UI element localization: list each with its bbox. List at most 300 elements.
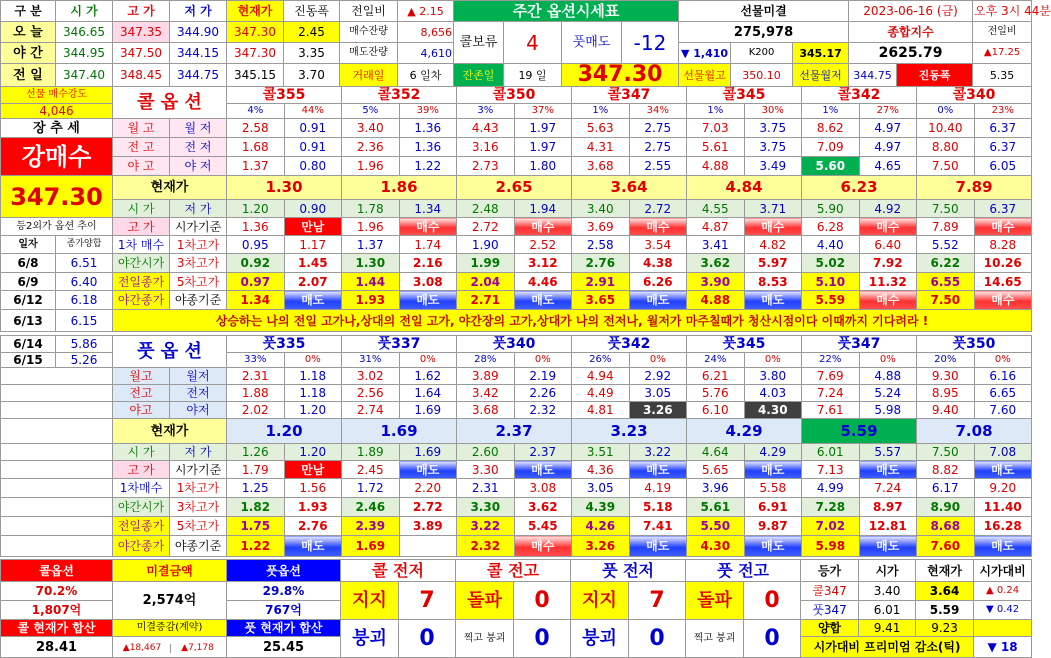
call-night-close-signal: 매도 <box>629 291 687 310</box>
put-night-close: 7.60 <box>917 536 975 557</box>
header-current: 현재가 <box>227 1 284 22</box>
call-month-low-label: 월 저 <box>170 119 227 138</box>
put-pct-a: 26% <box>572 353 630 368</box>
call-night-close-signal: 매도 <box>284 291 342 310</box>
put-month-high: 6.21 <box>687 368 745 385</box>
call-high-touch-count: 0 <box>514 620 571 658</box>
put-night-high: 3.68 <box>457 402 515 419</box>
page-title: 주간 옵션시세표 <box>454 1 679 22</box>
strategy-message: 상승하는 나의 전일 고가나,상대의 전일 고가, 야간장의 고가,상대가 나의 전저나, 월저가 마주칠때가 청산시점이다 이때까지 기다려라 ! <box>113 310 1032 332</box>
call-night-high: 4.88 <box>687 157 745 176</box>
call-night-high: 5.60 <box>802 157 860 176</box>
call-night-open-level: 7.92 <box>859 254 917 273</box>
put-prev-close-level: 9.87 <box>744 517 802 536</box>
put-high-touch-label: 찍고 붕괴 <box>686 620 744 658</box>
call-month-low: 0.91 <box>284 119 342 138</box>
prev-low: 344.75 <box>170 64 227 87</box>
call-prev-close: 1.44 <box>342 273 400 291</box>
put-high: 8.82 <box>917 461 975 479</box>
ask-remain-label: 매도잔량 <box>340 43 398 64</box>
call-high-touch-label: 찍고 붕괴 <box>456 620 514 658</box>
put-buy1: 1.25 <box>227 479 285 498</box>
market-summary <box>0 0 1051 87</box>
call-night-low: 2.55 <box>629 157 687 176</box>
call-night-high: 3.68 <box>572 157 630 176</box>
put-low-support-label: 지지 <box>571 582 629 620</box>
put-pct-b: 0% <box>859 353 917 368</box>
call-pct-b: 23% <box>974 104 1032 119</box>
call-high: 2.72 <box>457 218 515 236</box>
call-night-low: 1.22 <box>399 157 457 176</box>
call-buy1-label: 1차 매수 <box>113 236 170 254</box>
put-night-open: 5.61 <box>687 498 745 517</box>
put-low: 7.08 <box>974 444 1032 461</box>
put-high: 2.45 <box>342 461 400 479</box>
call-high: 1.96 <box>342 218 400 236</box>
call-night-close-signal: 매수 <box>859 291 917 310</box>
put-low-label: 저 가 <box>170 444 227 461</box>
put-high1: 4.19 <box>629 479 687 498</box>
put-prev-low-label: 전저 <box>170 385 227 402</box>
put-buy1: 1.72 <box>342 479 400 498</box>
put-open: 3.51 <box>572 444 630 461</box>
call-buy1: 2.58 <box>572 236 630 254</box>
put-night-low: 2.32 <box>514 402 572 419</box>
put-pct-b: 0% <box>974 353 1032 368</box>
unsettled-value: 2,574억 <box>113 582 227 620</box>
prev-diff-label: 전일비 <box>340 1 398 22</box>
put-strike-name: 풋335 <box>227 336 342 353</box>
put-strike-name: 풋345 <box>687 336 802 353</box>
atm-diff-label: 시가대비 <box>974 560 1032 582</box>
put-high-break-count: 0 <box>744 582 801 620</box>
call-sum-label: 콜 현재가 합산 <box>1 620 113 637</box>
header-division: 구 분 <box>1 1 56 22</box>
call-buy1: 3.41 <box>687 236 745 254</box>
call-month-high: 7.03 <box>687 119 745 138</box>
call-month-low: 6.37 <box>974 119 1032 138</box>
call-prev-high: 7.09 <box>802 138 860 157</box>
atm-put-current: 5.59 <box>916 601 974 620</box>
call-current: 3.64 <box>572 176 687 200</box>
night-current: 347.30 <box>227 43 284 64</box>
call-night-close-signal: 매도 <box>744 291 802 310</box>
blank-cell <box>1 368 113 385</box>
call-night-low: 0.80 <box>284 157 342 176</box>
atm-open-label: 시가 <box>859 560 916 582</box>
put-prev-close: 7.02 <box>802 517 860 536</box>
put-prev-high: 2.56 <box>342 385 400 402</box>
atm-call-diff: ▲ 0.24 <box>974 582 1032 601</box>
call-month-high-label: 월 고 <box>113 119 170 138</box>
call-high-label: 고 가 <box>113 218 170 236</box>
blank-cell <box>1 498 113 517</box>
call-open-signal: 매수 <box>859 218 917 236</box>
call-option-label: 콜옵션 <box>1 560 113 582</box>
put-high: 3.30 <box>457 461 515 479</box>
call-night-high: 1.37 <box>227 157 285 176</box>
prev-day-value: ▲17.25 <box>973 43 1032 64</box>
put-amount: 767억 <box>227 601 341 620</box>
trend-date: 6/9 <box>1 273 56 291</box>
put-strike-name: 풋350 <box>917 336 1032 353</box>
call-prev-close-level: 3.08 <box>399 273 457 291</box>
call-night-close: 1.93 <box>342 291 400 310</box>
call-open: 3.40 <box>572 200 630 218</box>
atm-call-open: 3.40 <box>859 582 916 601</box>
call-pct-b: 34% <box>629 104 687 119</box>
put-month-low: 1.62 <box>399 368 457 385</box>
night-low: 344.15 <box>170 43 227 64</box>
put-buy1: 6.17 <box>917 479 975 498</box>
trend-sum: 6.15 <box>56 310 113 332</box>
put-night-open-level: 11.40 <box>974 498 1032 517</box>
call-night-low: 4.65 <box>859 157 917 176</box>
put-prev-close-level-label: 5차고가 <box>170 517 227 536</box>
put-current: 5.59 <box>802 419 917 444</box>
call-night-high: 1.96 <box>342 157 400 176</box>
put-strike-name: 풋337 <box>342 336 457 353</box>
put-night-close-signal: 매도 <box>859 536 917 557</box>
put-high-touch-count: 0 <box>744 620 801 658</box>
put-month-low: 2.19 <box>514 368 572 385</box>
put-high: 7.13 <box>802 461 860 479</box>
remain-days-value: 19 일 <box>504 64 562 87</box>
call-night-high-label: 야 고 <box>113 157 170 176</box>
call-high-label: 콜 전고 <box>456 560 571 582</box>
call-low: 3.71 <box>744 200 802 218</box>
call-open: 4.55 <box>687 200 745 218</box>
put-open-signal: 매도 <box>859 461 917 479</box>
put-night-close-signal: 매수 <box>514 536 572 557</box>
put-night-high: 7.61 <box>802 402 860 419</box>
put-night-close-level-label: 야종기준 <box>170 536 227 557</box>
call-prev-low-label: 전 저 <box>170 138 227 157</box>
put-strike-name: 풋342 <box>572 336 687 353</box>
prev-open: 347.40 <box>56 64 113 87</box>
summary-panel <box>0 559 1032 658</box>
put-section-title: 풋 옵 션 <box>113 336 227 368</box>
call-night-close-label: 야간종가 <box>113 291 170 310</box>
call-pct-a: 3% <box>457 104 515 119</box>
call-strike-name: 콜347 <box>572 87 687 104</box>
call-prev-high: 2.36 <box>342 138 400 157</box>
strength-label: 선물 매수강도 <box>1 87 113 104</box>
bid-remain-value: 8,656 <box>398 22 454 43</box>
call-night-open-level-label: 3차고가 <box>170 254 227 273</box>
call-low: 1.34 <box>399 200 457 218</box>
k200-value: 345.17 <box>793 43 849 64</box>
call-month-high: 5.63 <box>572 119 630 138</box>
futures-price: 347.30 <box>1 176 113 218</box>
put-prev-low: 6.65 <box>974 385 1032 402</box>
call-prev-low: 1.36 <box>399 138 457 157</box>
call-pct-a: 4% <box>227 104 285 119</box>
call-open-signal: 매수 <box>744 218 802 236</box>
put-night-open-level: 5.18 <box>629 498 687 517</box>
put-night-high-label: 야고 <box>113 402 170 419</box>
put-open-signal: 만남 <box>284 461 342 479</box>
call-night-close: 7.50 <box>917 291 975 310</box>
call-month-high: 3.40 <box>342 119 400 138</box>
put-pct: 29.8% <box>227 582 341 601</box>
call-section-title: 콜 옵 션 <box>113 87 227 119</box>
trend-sum: 6.18 <box>56 291 113 310</box>
call-prev-close: 0.97 <box>227 273 285 291</box>
both-sum-open: 9.41 <box>859 620 916 637</box>
futures-month-high-label: 선물월고 <box>679 64 731 87</box>
blank-cell <box>1 517 113 536</box>
call-prev-high: 4.31 <box>572 138 630 157</box>
call-prev-close: 5.10 <box>802 273 860 291</box>
put-high1: 1.56 <box>284 479 342 498</box>
put-prev-low: 5.24 <box>859 385 917 402</box>
trend-value: 강매수 <box>1 138 113 176</box>
put-high1: 9.20 <box>974 479 1032 498</box>
call-low-support-count: 7 <box>399 582 456 620</box>
put-night-low: 7.60 <box>974 402 1032 419</box>
call-current: 1.86 <box>342 176 457 200</box>
call-open: 7.50 <box>917 200 975 218</box>
today-open: 346.65 <box>56 22 113 43</box>
put-night-high: 2.74 <box>342 402 400 419</box>
call-pct: 70.2% <box>1 582 113 601</box>
call-strike-name: 콜352 <box>342 87 457 104</box>
put-prev-high: 3.42 <box>457 385 515 402</box>
put-pct-a: 31% <box>342 353 400 368</box>
blank-cell <box>1 385 113 402</box>
call-pct-b: 37% <box>514 104 572 119</box>
futures-oi-value: 275,978 <box>679 22 849 43</box>
call-prev-low: 1.97 <box>514 138 572 157</box>
put-pct-a: 22% <box>802 353 860 368</box>
call-month-low: 2.75 <box>629 119 687 138</box>
atm-put-open: 6.01 <box>859 601 916 620</box>
put-prev-close: 3.22 <box>457 517 515 536</box>
both-sum-label: 양합 <box>801 620 859 637</box>
prev-range: 3.70 <box>284 64 340 87</box>
strength-value: 4,046 <box>1 104 113 119</box>
call-open-signal: 매수 <box>629 218 687 236</box>
blank-cell <box>1 479 113 498</box>
put-buy1: 4.99 <box>802 479 860 498</box>
put-night-open: 8.90 <box>917 498 975 517</box>
call-night-open: 5.02 <box>802 254 860 273</box>
put-month-high-label: 월고 <box>113 368 170 385</box>
call-night-close-level-label: 야종기준 <box>170 291 227 310</box>
put-prev-close: 5.50 <box>687 517 745 536</box>
call-prev-close: 6.55 <box>917 273 975 291</box>
call-hold-label: 콜보류 <box>454 22 504 64</box>
put-low: 5.57 <box>859 444 917 461</box>
close-sum-header: 종가양합 <box>56 236 113 254</box>
put-open: 2.60 <box>457 444 515 461</box>
call-open: 1.78 <box>342 200 400 218</box>
put-prev-close-level: 3.89 <box>399 517 457 536</box>
both-sum-current: 9.23 <box>916 620 974 637</box>
call-prev-low: 2.75 <box>629 138 687 157</box>
put-sum-label: 풋 현재가 합산 <box>227 620 341 637</box>
put-pct-b: 0% <box>514 353 572 368</box>
put-prev-low: 3.05 <box>629 385 687 402</box>
put-night-close: 1.22 <box>227 536 285 557</box>
put-prev-close-level: 5.45 <box>514 517 572 536</box>
put-night-open: 4.39 <box>572 498 630 517</box>
put-month-low: 2.92 <box>629 368 687 385</box>
call-sell1-label: 1차고가 <box>170 236 227 254</box>
range-value: 5.35 <box>973 64 1032 87</box>
put-pct-a: 20% <box>917 353 975 368</box>
trade-day-label: 거래일 <box>340 64 398 87</box>
put-current: 1.69 <box>342 419 457 444</box>
prev-day-label: 전일비 <box>973 22 1032 43</box>
trend-date: 6/15 <box>1 353 56 368</box>
call-prev-close: 3.90 <box>687 273 745 291</box>
put-sum-value: 25.45 <box>227 637 341 658</box>
call-month-high: 2.58 <box>227 119 285 138</box>
today-range: 2.45 <box>284 22 340 43</box>
call-high1: 8.28 <box>974 236 1032 254</box>
kospi-label: 종합지수 <box>849 22 973 43</box>
call-prev-close-level: 4.46 <box>514 273 572 291</box>
call-low-breakdown-label: 붕괴 <box>341 620 399 658</box>
call-prev-high: 8.80 <box>917 138 975 157</box>
put-prev-low: 2.26 <box>514 385 572 402</box>
put-pct-a: 28% <box>457 353 515 368</box>
put-base-label: 시가기준 <box>170 461 227 479</box>
put-low-support-count: 7 <box>629 582 686 620</box>
option-trend-label: 등2외가 옵션 추이 <box>1 218 113 236</box>
call-pct-b: 27% <box>859 104 917 119</box>
trend-sum: 5.26 <box>56 353 113 368</box>
call-strike-name: 콜342 <box>802 87 917 104</box>
call-high: 7.89 <box>917 218 975 236</box>
call-base-label: 시가기준 <box>170 218 227 236</box>
call-option-table <box>0 86 1032 332</box>
put-prev-high: 8.95 <box>917 385 975 402</box>
atm-label: 등가 <box>801 560 859 582</box>
call-prev-high: 5.61 <box>687 138 745 157</box>
call-pct-a: 5% <box>342 104 400 119</box>
call-night-open: 1.30 <box>342 254 400 273</box>
row-prev-label: 전 일 <box>1 64 56 87</box>
put-low: 2.37 <box>514 444 572 461</box>
call-current: 2.65 <box>457 176 572 200</box>
put-high-break-label: 돌파 <box>686 582 744 620</box>
call-night-low-label: 야 저 <box>170 157 227 176</box>
row-night-label: 야 간 <box>1 43 56 64</box>
put-month-high: 2.31 <box>227 368 285 385</box>
put-open-signal: 매도 <box>629 461 687 479</box>
put-current: 7.08 <box>917 419 1032 444</box>
unsettled-label: 미결금액 <box>113 560 227 582</box>
call-night-close: 5.59 <box>802 291 860 310</box>
night-high: 347.50 <box>113 43 170 64</box>
put-low: 1.69 <box>399 444 457 461</box>
call-night-close-signal: 매도 <box>399 291 457 310</box>
blank-cell <box>1 402 113 419</box>
trend-sum: 5.86 <box>56 336 113 353</box>
put-night-open: 3.30 <box>457 498 515 517</box>
call-low-support-label: 지지 <box>341 582 399 620</box>
call-month-low: 1.36 <box>399 119 457 138</box>
put-current: 4.29 <box>687 419 802 444</box>
put-night-high: 2.02 <box>227 402 285 419</box>
call-pct-b: 39% <box>399 104 457 119</box>
put-night-close: 4.30 <box>687 536 745 557</box>
put-open-label: 시 가 <box>113 444 170 461</box>
put-night-high: 4.81 <box>572 402 630 419</box>
put-open: 1.26 <box>227 444 285 461</box>
call-high1: 2.52 <box>514 236 572 254</box>
call-night-open: 3.62 <box>687 254 745 273</box>
date-header: 일자 <box>1 236 56 254</box>
call-hold-value: 4 <box>504 22 562 64</box>
put-sell-value: -12 <box>622 22 679 64</box>
put-high1: 2.20 <box>399 479 457 498</box>
put-night-open-level: 1.93 <box>284 498 342 517</box>
put-night-high: 9.40 <box>917 402 975 419</box>
call-high1: 1.74 <box>399 236 457 254</box>
put-open: 1.89 <box>342 444 400 461</box>
put-prev-low: 1.18 <box>284 385 342 402</box>
put-night-open: 1.82 <box>227 498 285 517</box>
trade-day-value: 6 일차 <box>398 64 454 87</box>
call-pct-a: 0% <box>917 104 975 119</box>
put-night-close: 2.32 <box>457 536 515 557</box>
put-pct-b: 0% <box>284 353 342 368</box>
call-current: 1.30 <box>227 176 342 200</box>
call-strike-name: 콜355 <box>227 87 342 104</box>
call-high-break-label: 돌파 <box>456 582 514 620</box>
put-current: 2.37 <box>457 419 572 444</box>
call-high-break-count: 0 <box>514 582 571 620</box>
call-low: 1.94 <box>514 200 572 218</box>
put-open-signal: 매도 <box>974 461 1032 479</box>
call-high: 4.87 <box>687 218 745 236</box>
put-high: 1.79 <box>227 461 285 479</box>
put-prev-close-label: 전일종가 <box>113 517 170 536</box>
atm-put-name: 풋347 <box>801 601 859 620</box>
call-month-low: 3.75 <box>744 119 802 138</box>
call-prev-low: 4.97 <box>859 138 917 157</box>
put-night-open-level: 8.97 <box>859 498 917 517</box>
put-night-close-signal: 매도 <box>744 536 802 557</box>
call-night-open: 0.92 <box>227 254 285 273</box>
unsettled-change-label: 미결증감(계약) <box>113 620 227 637</box>
call-strike-name: 콜345 <box>687 87 802 104</box>
put-night-close: 3.26 <box>572 536 630 557</box>
call-night-low: 3.49 <box>744 157 802 176</box>
call-prev-low: 6.37 <box>974 138 1032 157</box>
put-night-high: 6.10 <box>687 402 745 419</box>
call-low: 6.37 <box>974 200 1032 218</box>
put-prev-high: 5.76 <box>687 385 745 402</box>
call-prev-low: 3.75 <box>744 138 802 157</box>
put-night-low: 1.69 <box>399 402 457 419</box>
put-pct-a: 33% <box>227 353 285 368</box>
put-open: 6.01 <box>802 444 860 461</box>
call-low-label: 콜 전저 <box>341 560 456 582</box>
put-prev-low: 1.64 <box>399 385 457 402</box>
put-high: 5.65 <box>687 461 745 479</box>
unsettled-change-b: ▲7,178 <box>170 644 225 653</box>
call-high1: 3.54 <box>629 236 687 254</box>
put-open-signal: 매도 <box>399 461 457 479</box>
call-night-open-level: 5.97 <box>744 254 802 273</box>
put-pct-a: 24% <box>687 353 745 368</box>
call-low: 0.90 <box>284 200 342 218</box>
